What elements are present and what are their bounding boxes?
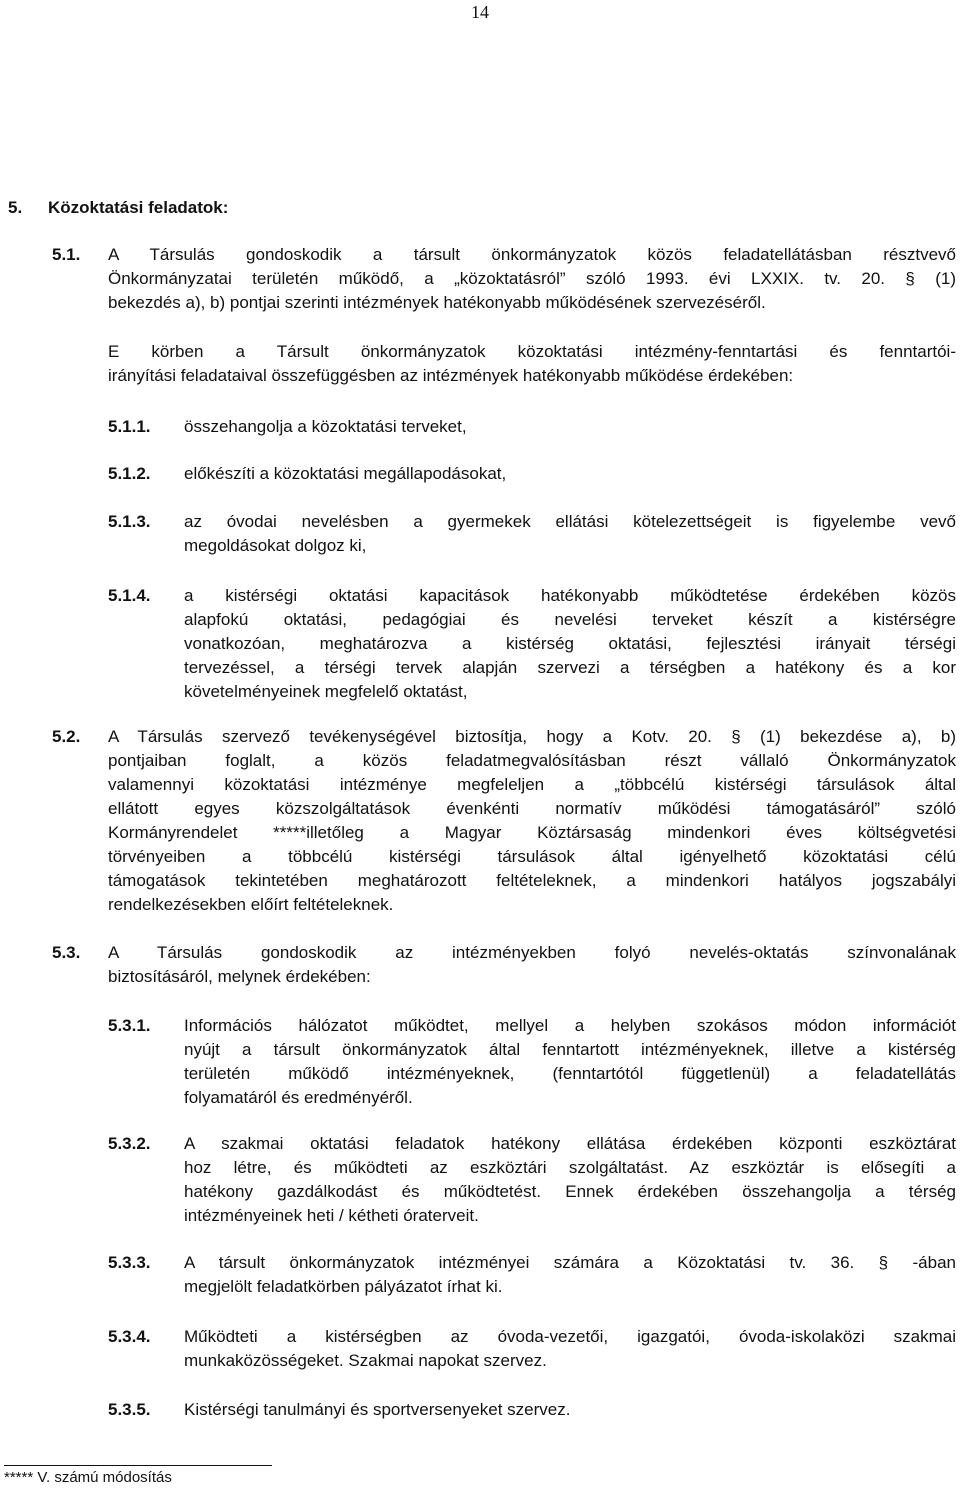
text-line: megoldásokat dolgoz ki,: [184, 536, 367, 555]
paragraph-5-3-3: [0, 1251, 956, 1299]
text-line: pontjaiban foglalt, a közös feladatmegvalósításban részt vállaló Önkormányzatok: [108, 751, 956, 770]
footnote-separator: [4, 1465, 272, 1466]
paragraph-5-3-1: [0, 1014, 956, 1110]
text-line: rendelkezésekben előírt feltételeknek.: [108, 895, 394, 914]
paragraph-5-3-4: [0, 1325, 956, 1373]
text-line: támogatások tekintetében meghatározott feltételeknek, a mindenkori hatályos jogszabályi: [108, 871, 956, 890]
text-line: Kormányrendelet *****illetőleg a Magyar Köztársaság mindenkori éves költségvetési: [108, 823, 956, 842]
paragraph-5-1-3: [0, 510, 956, 558]
text-line: ellátott egyes közszolgáltatások évenkénti normatív működési támogatásáról” szóló: [108, 799, 956, 818]
paragraph-number: 5.2.: [52, 727, 81, 746]
text-line: hoz létre, és működteti az eszköztári szolgáltatást. Az eszköztár is elősegíti a: [184, 1158, 956, 1177]
text-line: E körben a Társult önkormányzatok közoktatási intézmény-fenntartási és fenntartói-: [108, 342, 956, 361]
text-line: Információs hálózatot működtet, mellyel a helyben szokásos módon információt: [184, 1016, 956, 1035]
text-line: megjelölt feladatkörben pályázatot írhat ki.: [184, 1277, 503, 1296]
text-line: a kistérségi oktatási kapacitások hatékonyabb működtetése érdekében közös: [184, 586, 956, 605]
text-line: biztosításáról, melynek érdekében:: [108, 967, 371, 986]
text-line: valamennyi közoktatási intézménye megfeleljen a „többcélú kistérségi társulások által: [108, 775, 956, 794]
text-line: Működteti a kistérségben az óvoda-vezetői, igazgatói, óvoda-iskolaközi szakmai: [184, 1327, 956, 1346]
paragraph-5-2: [0, 725, 956, 917]
paragraph-number: 5.3.5.: [108, 1400, 151, 1419]
text-line: tervezéssel, a térségi tervek alapján szervezi a térségben a hatékony és a kor: [184, 658, 956, 677]
paragraph-number: 5.1.3.: [108, 512, 151, 531]
paragraph-number: 5.3.2.: [108, 1134, 151, 1153]
paragraph-5-1-1: [0, 415, 956, 439]
paragraph-5-3-2: [0, 1132, 956, 1228]
text-line: területén működő intézményeknek, (fenntartótól függetlenül) a feladatellátás: [184, 1064, 956, 1083]
paragraph-5-1: [0, 243, 956, 315]
text-line: követelményeinek megfelelő oktatást,: [184, 682, 468, 701]
text-line: az óvodai nevelésben a gyermekek ellátási kötelezettségeit is figyelembe vevő: [184, 512, 956, 531]
paragraph-5-1-4: [0, 584, 956, 704]
text-line: A Társulás gondoskodik a társult önkormányzatok közös feladatellátásban résztvevő: [108, 245, 956, 264]
text-line: előkészíti a közoktatási megállapodásokat,: [184, 464, 507, 483]
paragraph-number: 5.1.2.: [108, 464, 151, 483]
text-line: A Társulás gondoskodik az intézményekben folyó nevelés-oktatás színvonalának: [108, 943, 956, 962]
paragraph-number: 5.3.3.: [108, 1253, 151, 1272]
paragraph-number: 5.3.: [52, 943, 81, 962]
paragraph-5-3: [0, 941, 956, 989]
text-line: hatékony gazdálkodást és működtetést. Ennek érdekében összehangolja a térség: [184, 1182, 956, 1201]
section-title: Közoktatási feladatok:: [48, 198, 229, 217]
text-line: vonatkozóan, meghatározva a kistérség oktatási, fejlesztési irányait térségi: [184, 634, 956, 653]
paragraph-number: 5.1.4.: [108, 586, 151, 605]
text-line: Kistérségi tanulmányi és sportversenyeket szervez.: [184, 1400, 571, 1419]
text-line: folyamatáról és eredményéről.: [184, 1088, 413, 1107]
text-line: összehangolja a közoktatási terveket,: [184, 417, 467, 436]
paragraph-number: 5.1.1.: [108, 417, 151, 436]
text-line: A szakmai oktatási feladatok hatékony ellátása érdekében központi eszköztárat: [184, 1134, 956, 1153]
paragraph-5-1-2: [0, 462, 956, 486]
text-line: A Társulás szervező tevékenységével biztosítja, hogy a Kotv. 20. § (1) bekezdése a), b): [108, 727, 956, 746]
paragraph-number: 5.3.1.: [108, 1016, 151, 1035]
paragraph-number: 5.1.: [52, 245, 81, 264]
text-line: Önkormányzatai területén működő, a „közoktatásról” szóló 1993. évi LXXIX. tv. 20. § (1): [108, 269, 956, 288]
footnote: ***** V. számú módosítás: [4, 1469, 172, 1486]
text-line: A társult önkormányzatok intézményei számára a Közoktatási tv. 36. § -ában: [184, 1253, 956, 1272]
text-line: nyújt a társult önkormányzatok által fenntartott intézményeknek, illetve a kistérség: [184, 1040, 956, 1059]
section-number: 5.: [8, 198, 23, 217]
text-line: intézményeinek heti / kétheti óraterveit.: [184, 1206, 479, 1225]
text-line: bekezdés a), b) pontjai szerinti intézmények hatékonyabb működésének szervezéséről.: [108, 293, 766, 312]
page-number: 14: [471, 2, 489, 22]
paragraph-5-1-intro: [0, 340, 956, 388]
text-line: alapfokú oktatási, pedagógiai és nevelési terveket készít a kistérségre: [184, 610, 956, 629]
paragraph-number: 5.3.4.: [108, 1327, 151, 1346]
text-line: törvényeiben a többcélú kistérségi társulások által igényelhető közoktatási célú: [108, 847, 956, 866]
text-line: munkaközösségeket. Szakmai napokat szervez.: [184, 1351, 547, 1370]
paragraph-5-3-5: [0, 1398, 956, 1422]
text-line: irányítási feladataival összefüggésben az intézmények hatékonyabb működése érdekében:: [108, 366, 794, 385]
